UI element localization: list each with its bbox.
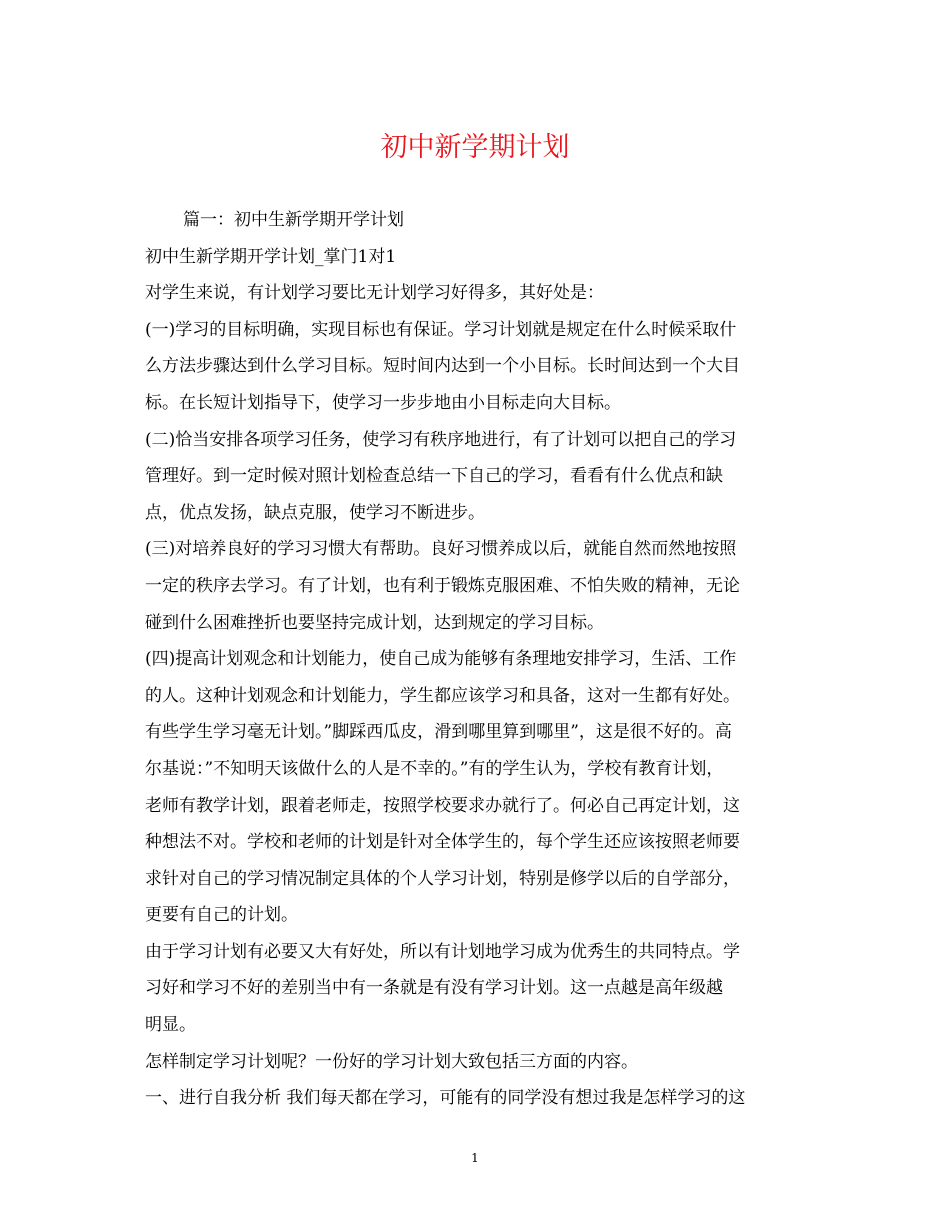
text-line: 碰到什么困难挫折也要坚持完成计划，达到规定的学习目标。 [145,612,604,633]
text-line: (二)恰当安排各项学习任务，使学习有秩序地进行，有了计划可以把自己的学习 [145,429,737,450]
text-line: (一)学习的目标明确，实现目标也有保证。学习计划就是规定在什么时候采取什 [145,319,737,340]
text-line: 怎样制定学习计划呢？一份好的学习计划大致包括三方面的内容。 [145,1051,638,1072]
text-line: 么方法步骤达到什么学习目标。短时间内达到一个小目标。长时间达到一个大目 [145,356,740,377]
text-line: 的人。这种计划观念和计划能力，学生都应该学习和具备，这对一生都有好处。 [145,685,740,706]
text-line: 一定的秩序去学习。有了计划，也有利于锻炼克服困难、不怕失败的精神，无论 [145,575,740,596]
text-line: 对学生来说，有计划学习要比无计划学习好得多，其好处是： [145,283,604,304]
text-line: 尔基说：”不知明天该做什么的人是不幸的。”有的学生认为，学校有教育计划， [145,758,724,779]
text-line: (四)提高计划观念和计划能力，使自己成为能够有条理地安排学习，生活、工作 [145,649,737,670]
text-line: 点，优点发扬，缺点克服，使学习不断进步。 [145,502,485,523]
text-line: 种想法不对。学校和老师的计划是针对全体学生的，每个学生还应该按照老师要 [145,832,740,853]
text-line: 老师有教学计划，跟着老师走，按照学校要求办就行了。何必自己再定计划，这 [145,795,740,816]
text-line: 初中生新学期开学计划_掌门1对1 [145,246,397,267]
text-line: 求针对自己的学习情况制定具体的个人学习计划，特别是修学以后的自学部分， [145,868,740,889]
text-line: 由于学习计划有必要又大有好处，所以有计划地学习成为优秀生的共同特点。学 [145,941,740,962]
text-line: 明显。 [145,1015,196,1036]
text-line: (三)对培养良好的学习习惯大有帮助。良好习惯养成以后，就能自然而然地按照 [145,539,737,560]
text-line: 有些学生学习毫无计划。”脚踩西瓜皮，滑到哪里算到哪里”，这是很不好的。高 [145,722,732,743]
document-title: 初中新学期计划 [380,132,570,163]
text-line: 一、进行自我分析 我们每天都在学习，可能有的同学没有想过我是怎样学习的这 [145,1088,746,1109]
text-line: 习好和学习不好的差别当中有一条就是有没有学习计划。这一点越是高年级越 [145,978,723,999]
text-line: 篇一：初中生新学期开学计划 [183,210,404,230]
page-number: 1 [471,1151,479,1165]
text-line: 更要有自己的计划。 [145,905,298,926]
text-line: 标。在长短计划指导下，使学习一步步地由小目标走向大目标。 [145,392,621,413]
document-body [145,202,810,1117]
text-line: 管理好。到一定时候对照计划检查总结一下自己的学习，看看有什么优点和缺 [145,466,723,487]
